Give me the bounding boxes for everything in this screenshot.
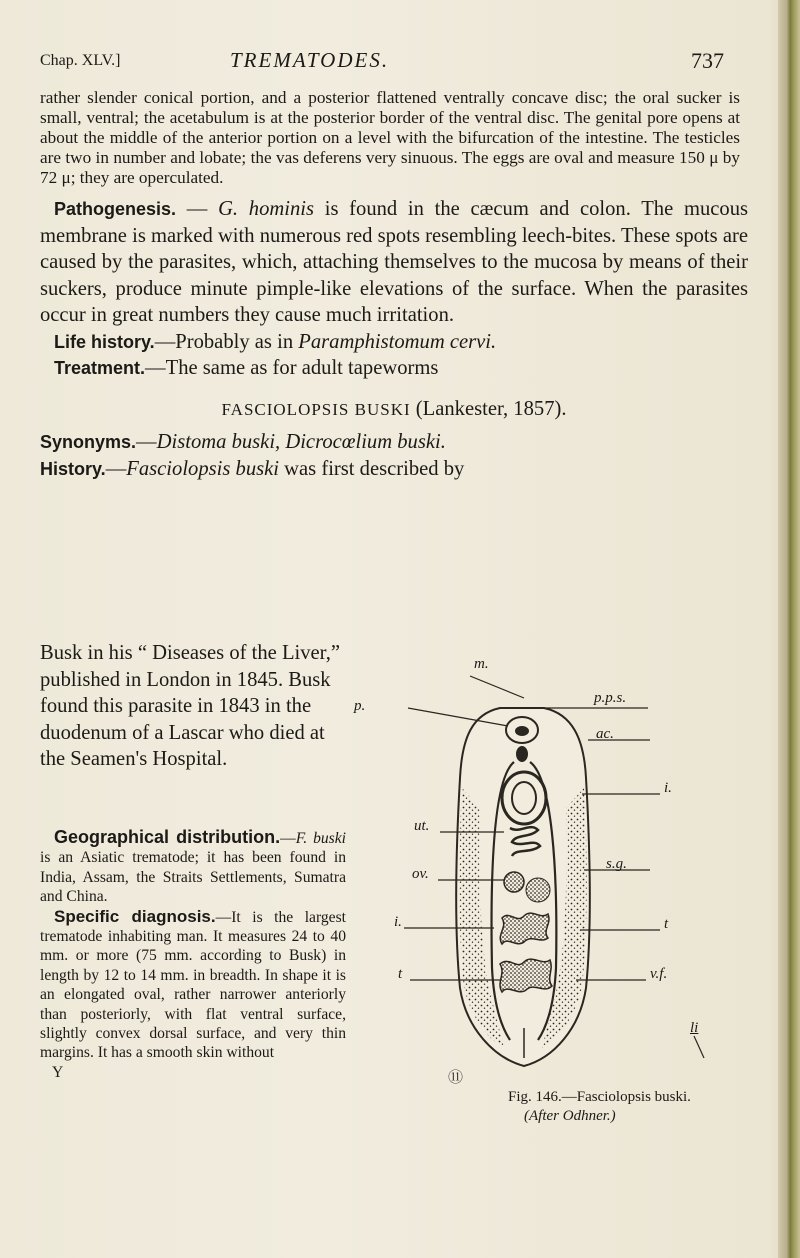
geo-dash: — — [280, 830, 296, 847]
synonyms-text: Distoma buski, Dicrocœlium buski. — [156, 431, 446, 453]
life-history-text: —Probably as in — [154, 330, 299, 353]
life-history-species: Paramphistomum cervi. — [298, 330, 497, 353]
scale-mark-right: li — [690, 1020, 699, 1036]
geo-distribution-paragraph — [40, 828, 346, 907]
treatment-text: —The same as for adult tapeworms — [145, 357, 439, 379]
caption-credit: (After Odhner.) — [524, 1108, 616, 1124]
signature-mark: Y — [52, 1063, 64, 1081]
pharynx — [516, 746, 528, 762]
life-history-paragraph — [40, 329, 748, 356]
testis-posterior — [500, 959, 552, 992]
page-number: 737 — [691, 48, 724, 73]
section-title-author: (Lankester, 1857). — [410, 397, 567, 420]
specific-diagnosis-text: —It is the largest trematode inhabiting man. It measures 24 to 40 mm. or more (75 mm. according to Busk) in length by 12 to 14 mm. in breadth. In shape it is an elongated oval, rather narrower anteriorly than posteriorly, with flat ventral surface, slightly convex dorsal surface, and very thin margins. It has a smooth skin without — [40, 908, 346, 1062]
synonyms-dash: — — [136, 431, 157, 453]
label-sg: s.g. — [606, 856, 627, 872]
pathogenesis-heading: Pathogenesis. — [54, 199, 177, 219]
testis-anterior — [500, 913, 549, 944]
history-heading: History. — [40, 458, 106, 479]
geo-text: is an Asiatic trematode; it has been found in India, Assam, the Straits Settlements, Sumatra and China. — [40, 849, 346, 906]
label-ov: ov. — [412, 866, 429, 882]
label-ac: ac. — [596, 726, 614, 742]
section-title-name: FASCIOLOPSIS BUSKI — [221, 399, 411, 419]
history-text-rest: Busk in his “ Diseases of the Liver,” published in London in 1845. Busk found this parasite in 1843 in the duodenum of a Lascar who died at the Seamen's Hospital. — [40, 642, 341, 770]
treatment-paragraph — [40, 355, 748, 382]
geo-distribution-heading: Geographical distribution. — [54, 827, 281, 847]
label-i-left: i. — [394, 914, 402, 930]
label-t-left: t — [398, 966, 403, 982]
pathogenesis-species: G. hominis — [218, 198, 315, 220]
chapter-marker: Chap. XLV.] — [40, 52, 121, 69]
label-p: p. — [354, 698, 366, 714]
history-first-line — [40, 456, 748, 483]
mouth — [515, 726, 529, 736]
shell-gland — [526, 878, 550, 902]
life-history-heading: Life history. — [54, 331, 155, 352]
pathogenesis-text: is found in the cæcum and colon. The mucous membrane is marked with numerous red spots resembling leech-bites. These spots are caused by the parasites, which, attaching themselves to the mucosa by means of their suckers, produce minute pimple-like elevations of the surface. When the parasites occur in great numbers they cause much irritation. — [40, 198, 749, 326]
pathogenesis-dash: — — [176, 198, 219, 220]
caption-text: Fig. 146.—Fasciolopsis buski. — [508, 1089, 691, 1105]
history-text-start: was first described by — [279, 457, 465, 480]
intro-text: rather slender conical portion, and a posterior flattened ventrally concave disc; the oral sucker is small, ventral; the acetabulum is at the posterior border of the ventral disc. The genital pore opens at about the middle of the anterior portion on a level with the bifurcation of the intestine. The testicles are two in number and lobate; the vas deferens very sinuous. The eggs are oval and measure 150 μ by 72 μ; they are operculated. — [40, 88, 740, 187]
label-vf: v.f. — [650, 966, 668, 982]
main-text-block — [40, 196, 748, 482]
section-title — [40, 396, 748, 424]
synonyms-paragraph — [40, 429, 748, 456]
figure-fasciolopsis — [354, 656, 774, 1088]
history-species: Fasciolopsis buski — [126, 457, 280, 480]
label-ut: ut. — [414, 818, 430, 834]
scale-mark-left: ⑪ — [448, 1070, 464, 1086]
label-pps: p.p.s. — [594, 690, 627, 706]
figure-caption — [508, 1088, 798, 1126]
geo-species: F. buski — [295, 830, 346, 847]
label-t-right: t — [664, 916, 669, 932]
label-i-right: i. — [664, 780, 672, 796]
pathogenesis-paragraph — [40, 196, 748, 329]
small-column — [40, 828, 346, 1082]
label-m: m. — [474, 656, 489, 672]
treatment-heading: Treatment. — [54, 358, 146, 378]
synonyms-heading: Synonyms. — [40, 432, 137, 452]
history-continuation — [40, 640, 340, 773]
running-head — [40, 48, 740, 78]
history-dash: — — [105, 457, 127, 480]
ovary — [504, 872, 524, 892]
specific-diagnosis-heading: Specific diagnosis. — [54, 906, 216, 926]
page-binding-edge — [778, 0, 800, 1258]
intro-paragraph — [40, 88, 740, 188]
running-title: TREMATODES. — [230, 48, 390, 72]
specific-diagnosis-paragraph — [40, 907, 346, 1063]
